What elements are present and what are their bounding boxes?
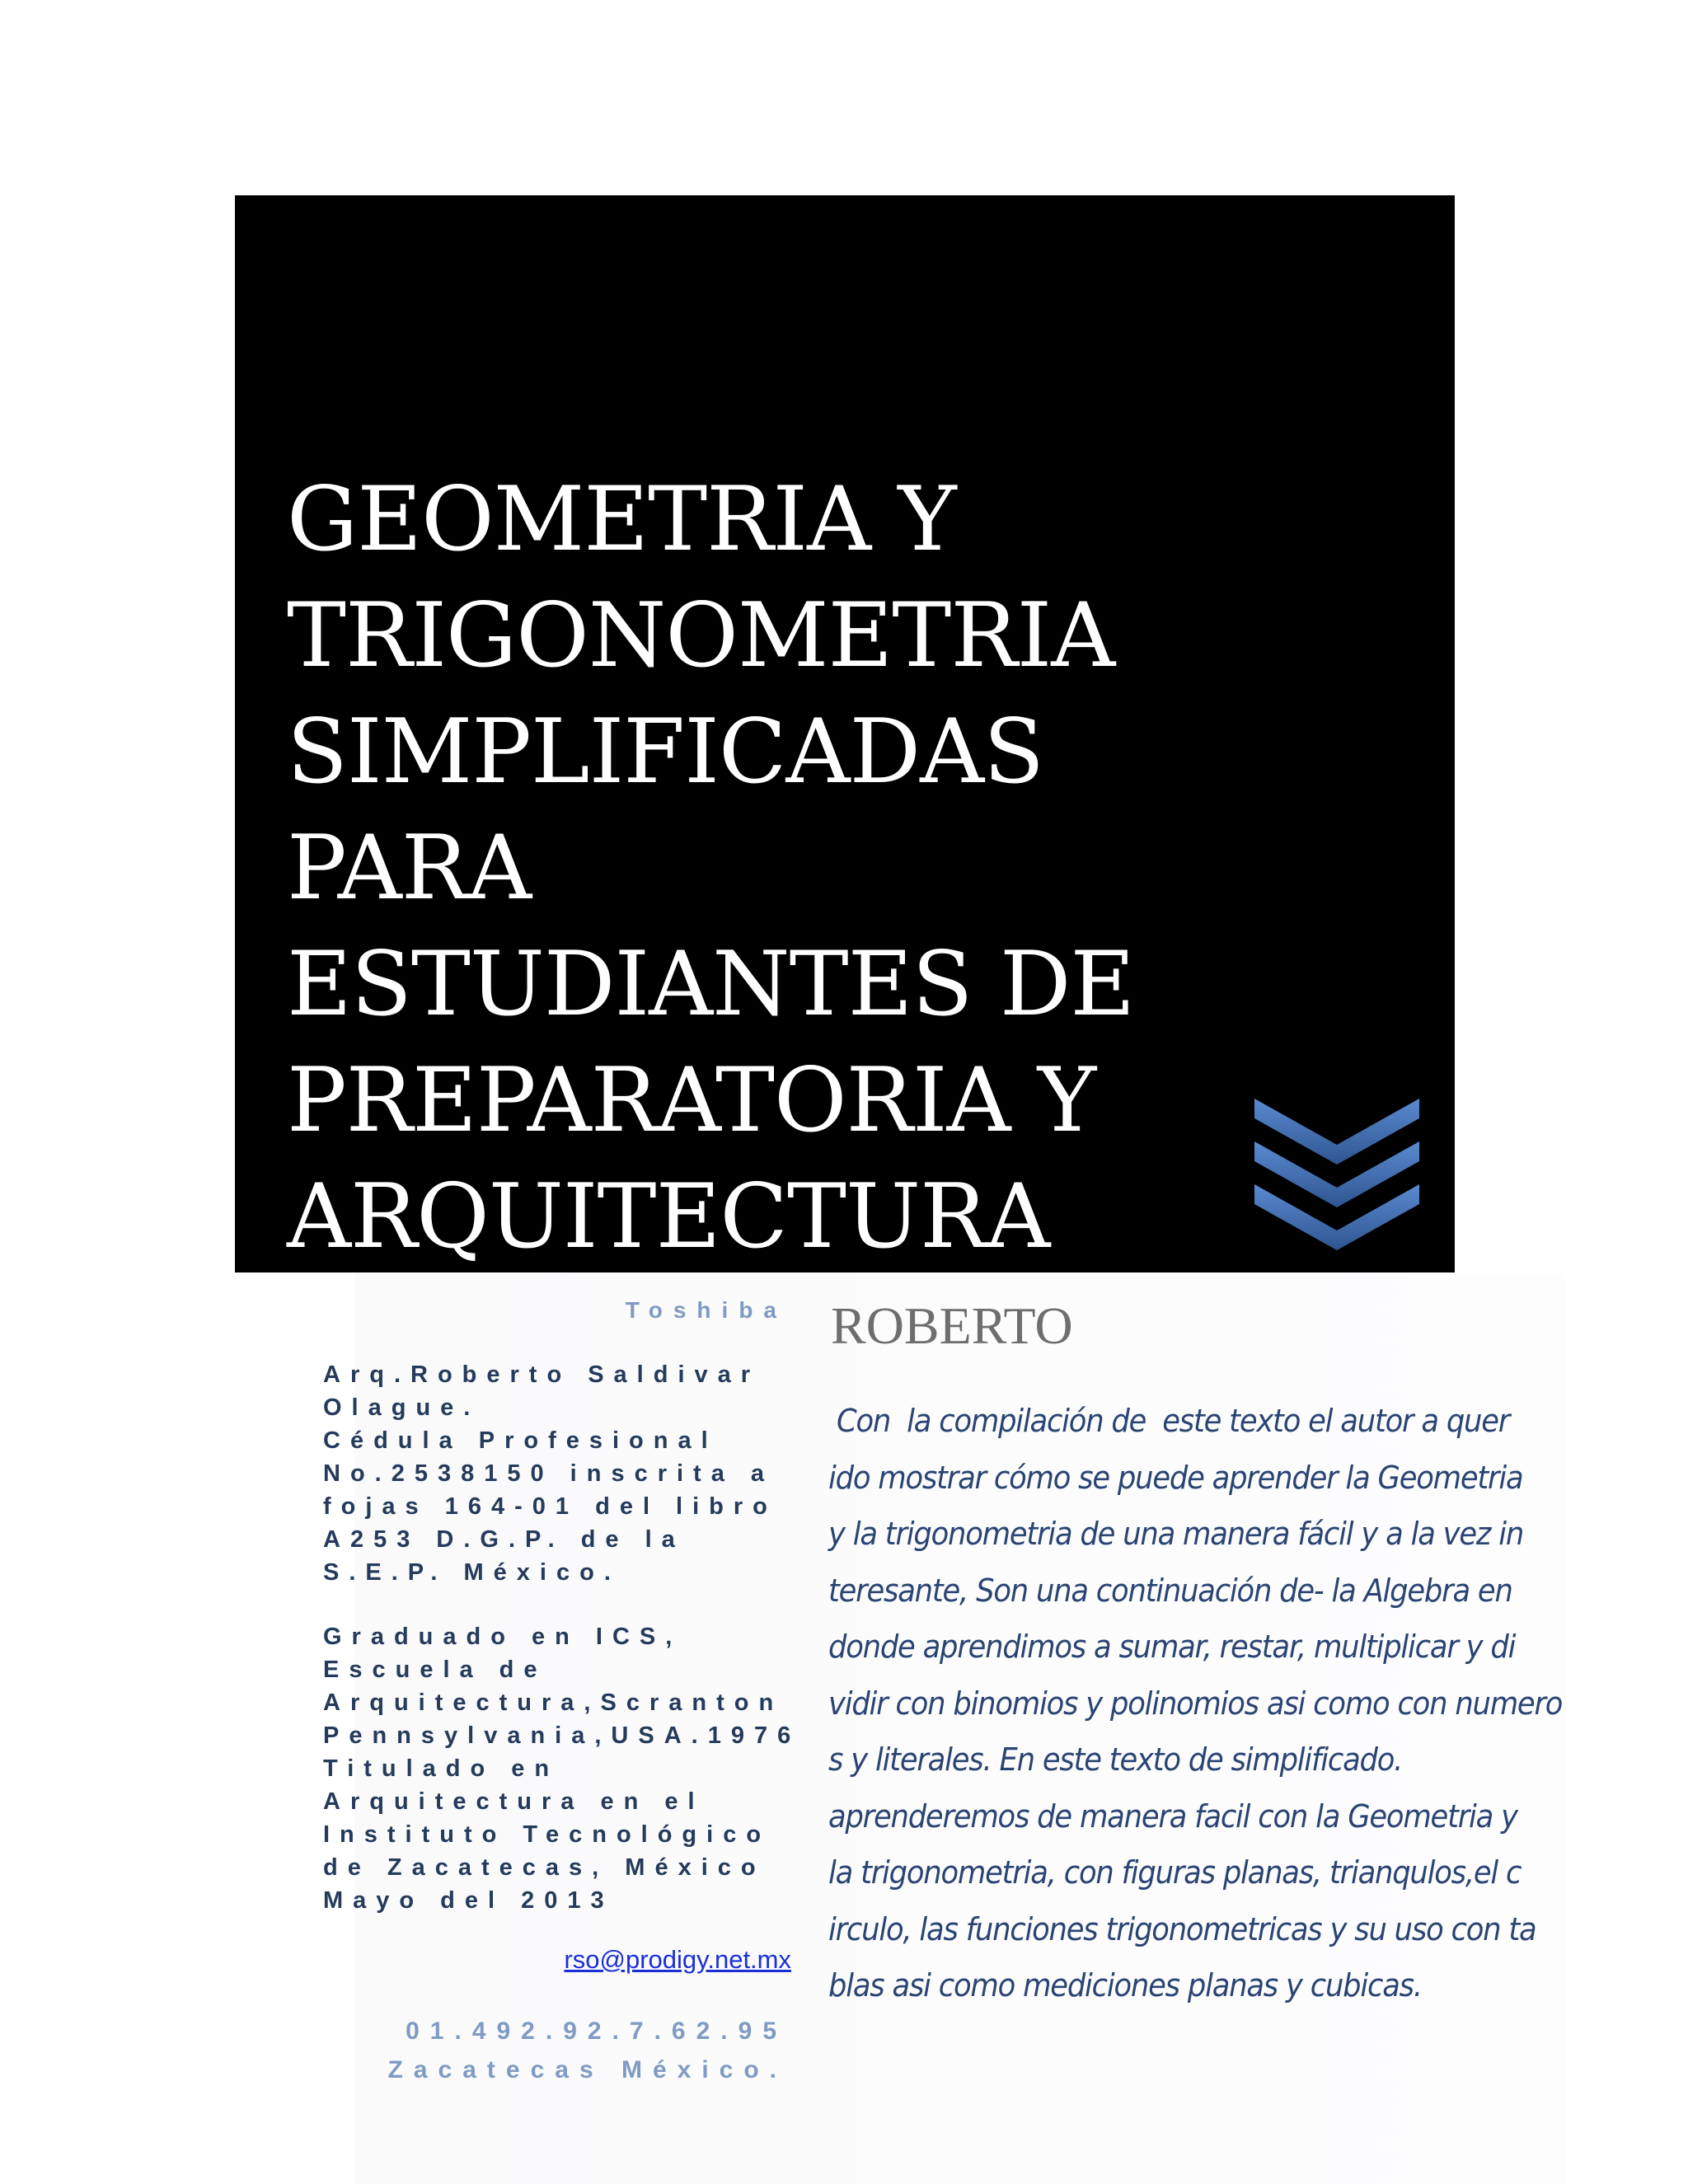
company-name: Toshiba [625, 1297, 787, 1323]
abstract-line: s y literales. En este texto de simplificado. [828, 1741, 1403, 1778]
credential-line: S.E.P. México. [323, 1559, 621, 1586]
abstract-line: blas asi como mediciones planas y cubicas. [828, 1967, 1422, 2004]
credential-line: No.2538150 inscrita a [323, 1460, 775, 1487]
credential-line: Pennsylvania,USA.1976 [323, 1722, 801, 1749]
abstract-line: teresante, Son una continuación de- la Algebra en [828, 1572, 1512, 1609]
author-credentials [323, 1358, 801, 1917]
email-link[interactable]: rso@prodigy.net.mx [564, 1945, 791, 1974]
credential-line: Arquitectura en el [323, 1788, 705, 1815]
title-line: ESTUDIANTES DE [287, 933, 1135, 1036]
paragraph-gap [323, 1589, 785, 1620]
abstract-text [828, 1393, 1563, 2014]
abstract-line: la trigonometria, con figuras planas, trianqulos,el c [828, 1854, 1522, 1891]
credential-line: A253 D.G.P. de la [323, 1526, 685, 1553]
abstract-line: donde aprendimos a sumar, restar, multiplicar y di [828, 1629, 1516, 1665]
abstract-line: vidir con binomios y polinomios asi como con numero [828, 1685, 1563, 1722]
credential-line: Graduado en ICS, [323, 1624, 682, 1650]
title-line: PREPARATORIA Y [287, 1049, 1096, 1152]
abstract-line: ido mostrar cómo se puede aprender la Geometria [828, 1459, 1523, 1496]
city-location: Zacatecas México. [387, 2056, 787, 2083]
phone-number: 01.492.92.7.62.95 [406, 2018, 787, 2045]
credential-line: Cédula Profesional [323, 1427, 718, 1454]
abstract-line: irculo, las funciones trigonometricas y su uso con ta [828, 1910, 1536, 1947]
title-line: PARA [287, 817, 532, 920]
abstract-line: y la trigonometria de una manera fácil y a la vez in [828, 1516, 1524, 1552]
author-heading: ROBERTO [831, 1296, 1073, 1355]
credential-line: fojas 164-01 del libro [323, 1493, 777, 1520]
title-line: GEOMETRIA Y [287, 468, 956, 571]
credential-line: Arquitectura,Scranton [323, 1690, 784, 1716]
credential-line: Escuela de [323, 1657, 547, 1683]
credential-line: Instituto Tecnológico [323, 1821, 771, 1848]
abstract-line: aprenderemos de manera facil con la Geometria y [828, 1797, 1517, 1835]
credential-line: Arq.Roberto Saldivar [323, 1361, 761, 1388]
credential-line: de Zacatecas, México [323, 1854, 766, 1881]
credential-line: Olague. [323, 1394, 481, 1421]
title-line: ARQUITECTURA [287, 1165, 1050, 1268]
abstract-line: Con la compilación de este texto el autor a quer [828, 1403, 1510, 1439]
title-line: TRIGONOMETRIA [287, 584, 1115, 687]
document-title [287, 462, 1193, 1275]
triple-chevron-down-icon [1254, 1092, 1419, 1257]
title-line: SIMPLIFICADAS [287, 701, 1044, 804]
credential-line: Mayo del 2013 [323, 1887, 614, 1914]
credential-line: Titulado en [323, 1755, 560, 1782]
